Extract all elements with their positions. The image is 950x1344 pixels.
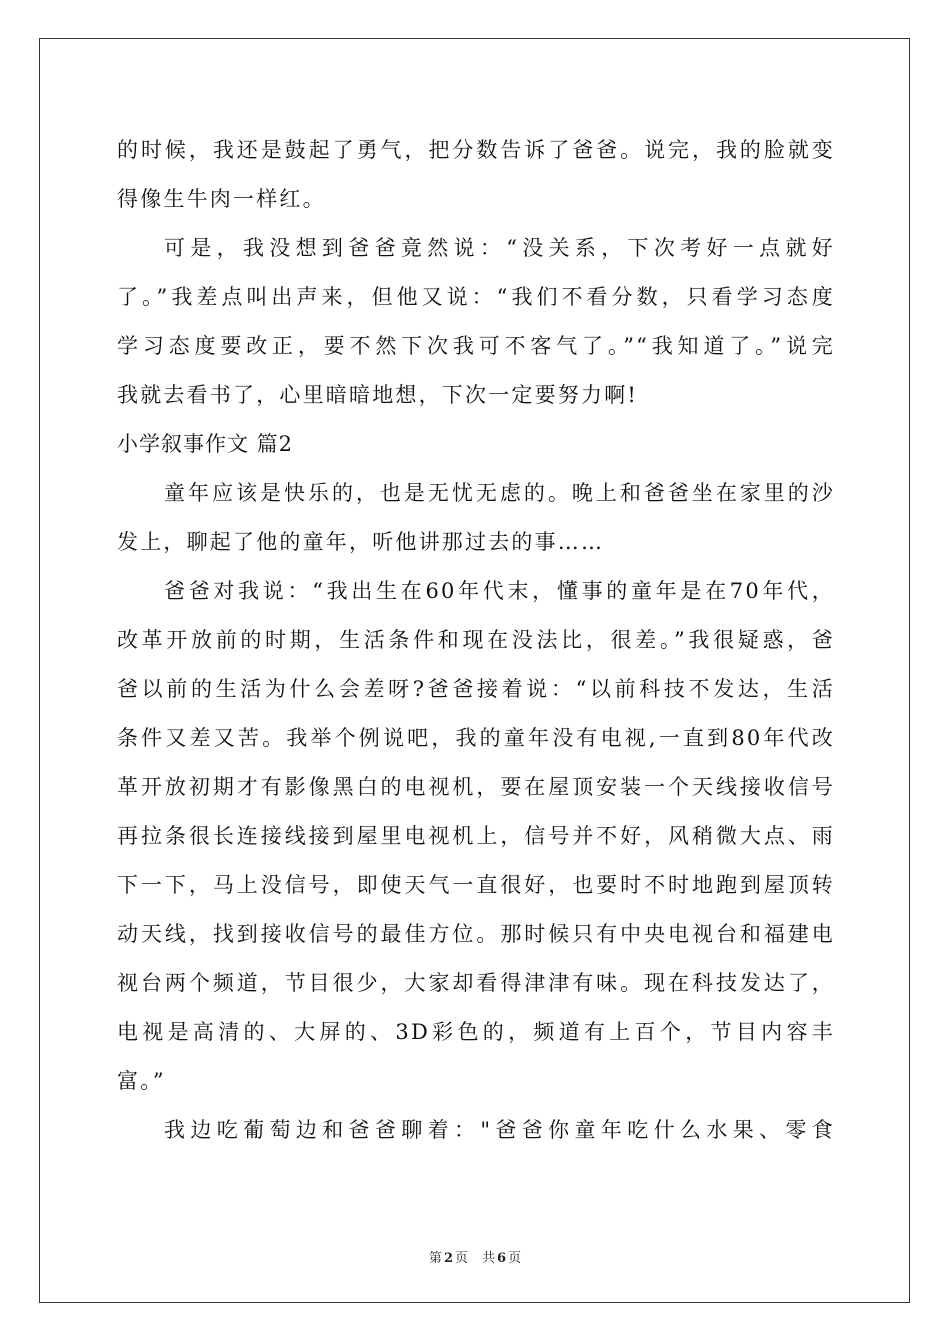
footer-page-number: 2 [443,1251,453,1266]
footer-page-prefix: 第 [428,1251,442,1266]
text-line: 革开放初期才有影像黑白的电视机，要在屋顶安装一个天线接收信号 [117,775,835,799]
text-line: 发上，聊起了他的童年，听他讲那过去的事…… [117,530,605,554]
footer-page-suffix: 页 [454,1251,468,1266]
text-line: 改革开放前的时期，生活条件和现在没法比，很差。”我很疑惑，爸 [117,628,835,652]
text-line: 动天线，找到接收信号的最佳方位。那时候只有中央电视台和福建电 [117,922,835,946]
footer-total-pages: 6 [497,1251,507,1266]
section-heading: 小学叙事作文 篇2 [117,432,294,456]
text-line: 学习态度要改正，要不然下次我可不客气了。”“我知道了。”说完 [117,334,835,358]
text-line: 我边吃葡萄边和爸爸聊着："爸爸你童年吃什么水果、零食 [164,1118,835,1142]
text-line: 再拉条很长连接线接到屋里电视机上，信号并不好，风稍微大点、雨 [117,824,835,848]
text-line: 可是，我没想到爸爸竟然说：“没关系，下次考好一点就好 [164,236,835,260]
text-line: 了。”我差点叫出声来，但他又说：“我们不看分数，只看学习态度 [117,285,835,309]
footer-total-suffix: 页 [508,1251,522,1266]
text-line: 视台两个频道，节目很少，大家却看得津津有味。现在科技发达了， [117,971,835,995]
text-line: 条件又差又苦。我举个例说吧，我的童年没有电视,一直到80年代改 [117,726,835,750]
text-line: 的时候，我还是鼓起了勇气，把分数告诉了爸爸。说完，我的脸就变 [117,138,835,162]
page-footer [0,1247,950,1266]
text-line: 富。” [117,1069,166,1093]
text-line: 我就去看书了，心里暗暗地想，下次一定要努力啊! [117,383,639,407]
footer-total-prefix: 共 [482,1251,496,1266]
text-line: 童年应该是快乐的，也是无忧无虑的。晚上和爸爸坐在家里的沙 [164,481,835,505]
text-line: 爸以前的生活为什么会差呀?爸爸接着说：“以前科技不发达，生活 [117,677,835,701]
text-line: 得像生牛肉一样红。 [117,187,326,211]
text-line: 电视是高清的、大屏的、3D彩色的，频道有上百个，节目内容丰 [117,1020,835,1044]
text-line: 下一下，马上没信号，即使天气一直很好，也要时不时地跑到屋顶转 [117,873,835,897]
text-line: 爸爸对我说：“我出生在60年代末，懂事的童年是在70年代， [164,579,835,603]
document-body [117,126,835,1155]
